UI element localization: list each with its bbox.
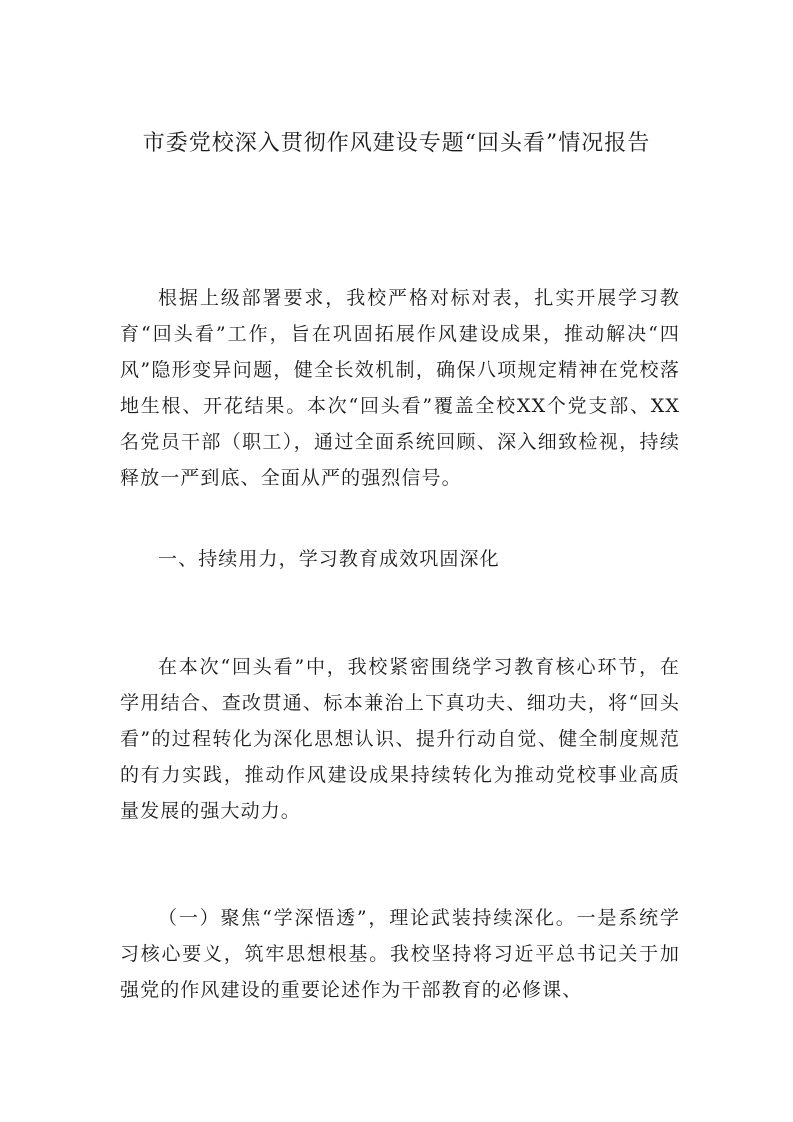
section-heading: 一、持续用力，学习教育成效巩固深化 xyxy=(158,548,500,570)
document-title: 市委党校深入贯彻作风建设专题“回头看”情况报告 xyxy=(142,131,651,156)
intro-paragraph: 根据上级部署要求，我校严格对标对表，扎实开展学习教育“回头看”工作，旨在巩固拓展作风建设成果，推动解决“四风”隐形变异问题，健全长效机制，确保八项规定精神在党校落地生根、开花结果。本次“回头看”覆盖全校XX个党支部、XX名党员干部（职工），通过全面系统回顾、深入细致检视，持续释放一严到底、全面从严的强烈信号。 xyxy=(120,287,680,489)
subsection-paragraph: （一）聚焦“学深悟透”，理论武装持续深化。一是系统学习核心要义，筑牢思想根基。我校坚持将习近平总书记关于加强党的作风建设的重要论述作为干部教育的必修课、 xyxy=(120,907,680,1001)
body-paragraph: 在本次“回头看”中，我校紧密围绕学习教育核心环节，在学用结合、查改贯通、标本兼治上下真功夫、细功夫，将“回头看”的过程转化为深化思想认识、提升行动自觉、健全制度规范的有力实践，推动作风建设成果持续转化为推动党校事业高质量发展的强大动力。 xyxy=(120,656,680,822)
